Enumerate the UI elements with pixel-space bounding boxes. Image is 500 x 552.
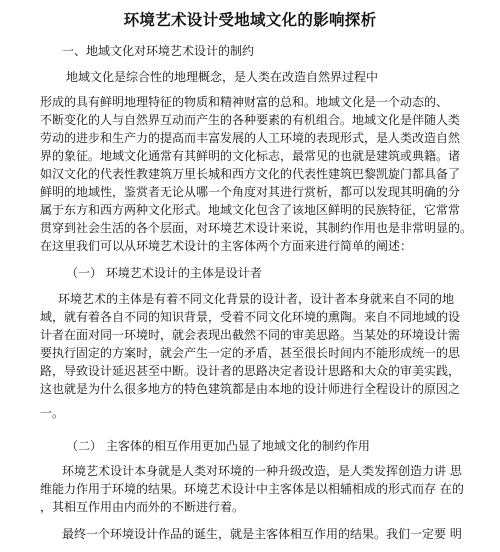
paragraph-line: 贯穿到社会生活的各个层面，对环境艺术设计来说，其制约作用也是非常明显的。	[40, 221, 473, 235]
paragraph-line: 一。	[40, 406, 65, 420]
paragraph-line: 如汉文化的代表性教建筑万里长城和西方文化的代表性建筑巴黎凯旋门都具备了	[40, 167, 461, 181]
paragraph-line: 维能力作用于环境的结果。环境艺术设计中主客体是以相辅相成的形式而存 在的	[40, 482, 464, 496]
sub1-heading: （一） 环境艺术设计的主体是设计者	[66, 266, 262, 280]
paragraph-line: 这也就是为什么很多地方的特色建筑都是由本地的设计师进行全程设计的原因之	[40, 382, 461, 396]
paragraph-line: 在这里我们可以从环境艺术设计的主客体两个方面来进行简单的阐述：	[40, 239, 413, 253]
paragraph-line: 形成的具有鲜明地理特征的物质和精神财富的总和。地域文化是一个动态的、	[40, 95, 449, 109]
paragraph-line: 最终一个环境设计作品的诞生，就是主客体相互作用的结果。我们一定要 明	[62, 527, 462, 541]
paragraph-line: 环境艺术的主体是有着不同文化背景的设计者，设计者本身就来自不同的地	[58, 292, 455, 306]
paragraph-line: 环境艺术设计本身就是人类对环境的一种升级改造，是人类发挥创造力讲 思	[62, 464, 462, 478]
paragraph-line: 界的象征。地域文化通常有其鲜明的文化标志，最常见的也就是建筑或典籍。诸	[40, 149, 461, 163]
paragraph-line: 鲜明的地域性，鉴赏者无论从哪一个角度对其进行赏析，都可以发现其明确的分	[40, 185, 461, 199]
paragraph-line: 要执行固定的方案时，就会产生一定的矛盾，甚至很长时间内不能形成统一的思	[40, 346, 461, 360]
section1-intro: 地域文化是综合性的地理概念，是人类在改造自然界过程中	[66, 70, 379, 84]
paragraph-line: 不断变化的人与自然界互动而产生的各种要素的有机组合。地域文化是伴随人类	[40, 113, 461, 127]
section1-heading: 一、地域文化对环境艺术设计的制约	[62, 44, 255, 58]
paragraph-line: 劳动的进步和生产力的提高而丰富发展的人工环境的表现形式，是人类改造自然	[40, 131, 461, 145]
document-title: 环境艺术设计受地域文化的影响探析	[123, 11, 377, 29]
paragraph-line: 路，导致设计延迟甚至中断。设计者的思路决定者设计思路和大众的审美实践，	[40, 364, 461, 378]
paragraph-line: ，其相互作用由内而外的不断进行着。	[40, 500, 245, 514]
sub2-heading: （二） 主客体的相互作用更加凸显了地域文化的制约作用	[66, 439, 370, 453]
paragraph-line: 属于东方和西方两种文化形式。地域文化包含了该地区鲜明的民族特征，它常常	[40, 203, 461, 217]
paragraph-line: 域，就有着各自不同的知识背景，受着不同文化环境的熏陶。来自不同地域的设	[40, 310, 461, 324]
paragraph-line: 计者在面对同一环境时，就会表现出截然不同的审美思路。当某处的环境设计需	[40, 328, 461, 342]
